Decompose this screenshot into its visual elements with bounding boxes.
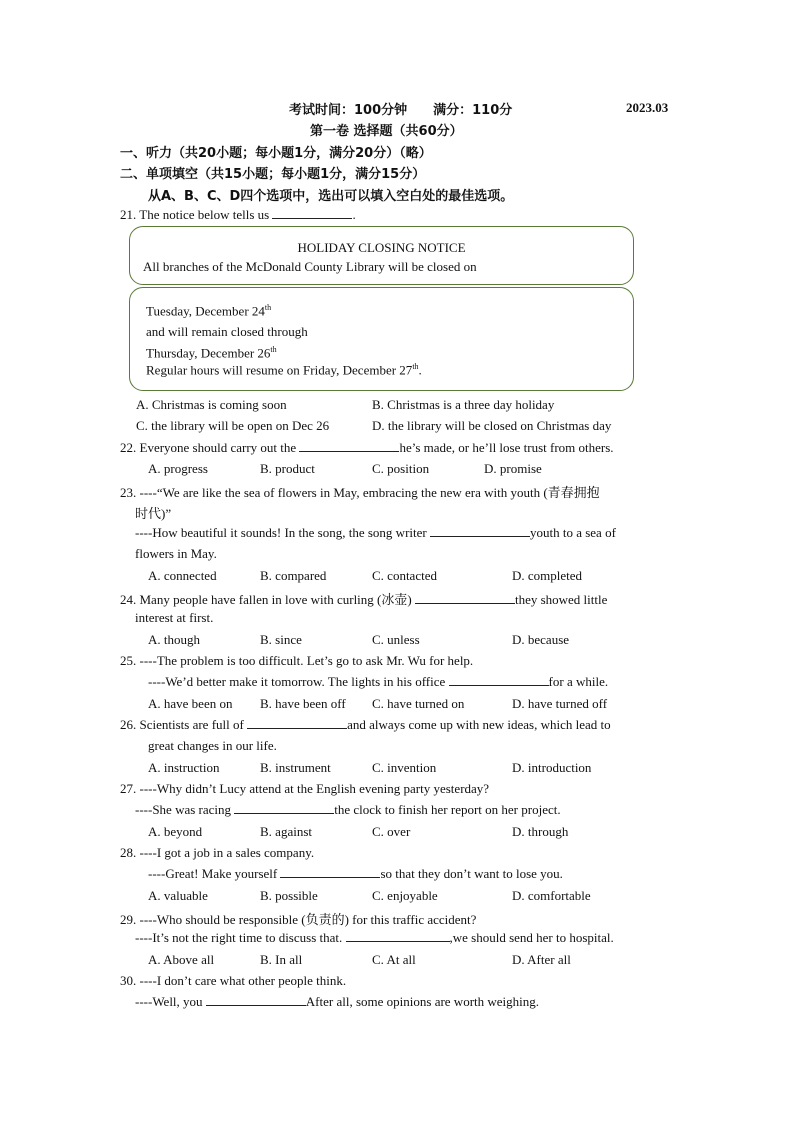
exam-info: 考试时间：100分钟 满分：110分 (289, 103, 513, 118)
answer-blank[interactable] (247, 717, 347, 729)
answer-blank[interactable] (272, 207, 352, 219)
q27-line1: 27. ----Why didn’t Lucy attend at the English evening party yesterday? (120, 781, 490, 796)
answer-blank[interactable] (206, 994, 306, 1006)
section-instruction: 从A、B、C、D四个选项中，选出可以填入空白处的最佳选项。 (148, 189, 514, 204)
q23-line3: ----How beautiful it sounds! In the song, the song writer youth to a sea of (135, 525, 616, 540)
q25-option-b[interactable]: B. have been off (260, 696, 346, 711)
answer-blank[interactable] (280, 866, 380, 878)
q24-option-d[interactable]: D. because (512, 632, 570, 647)
q28-line2: ----Great! Make yourself so that they don’t want to lose you. (148, 866, 563, 881)
notice-line1: All branches of the McDonald County Library will be closed on (143, 259, 477, 274)
q29-option-a[interactable]: A. Above all (148, 952, 215, 967)
q27-option-d[interactable]: D. through (512, 824, 569, 839)
q25-option-a[interactable]: A. have been on (148, 696, 233, 711)
q21-option-c[interactable]: C. the library will be open on Dec 26 (136, 418, 330, 433)
q24-option-c[interactable]: C. unless (372, 632, 420, 647)
answer-blank[interactable] (449, 674, 549, 686)
q28-option-c[interactable]: C. enjoyable (372, 888, 438, 903)
q24-option-a[interactable]: A. though (148, 632, 200, 647)
section-single-choice: 二、单项填空（共15小题；每小题1分，满分15分） (120, 167, 426, 182)
notice-line4: Thursday, December 26th (146, 345, 277, 361)
q23-option-d[interactable]: D. completed (512, 568, 583, 583)
volume-title: 第一卷 选择题（共60分） (310, 124, 463, 139)
q29-option-c[interactable]: C. At all (372, 952, 416, 967)
q23-line2: 时代)” (135, 506, 172, 521)
q23-option-b[interactable]: B. compared (260, 568, 327, 583)
q23-line1: 23. ----“We are like the sea of flowers in May, embracing the new era with youth (青春拥抱 (120, 485, 600, 500)
answer-blank[interactable] (415, 592, 515, 604)
q26-option-d[interactable]: D. introduction (512, 760, 592, 775)
q21-option-d[interactable]: D. the library will be closed on Christmas day (372, 418, 612, 433)
answer-blank[interactable] (234, 802, 334, 814)
q28-option-a[interactable]: A. valuable (148, 888, 208, 903)
q23-option-a[interactable]: A. connected (148, 568, 217, 583)
q26-option-b[interactable]: B. instrument (260, 760, 331, 775)
q27-option-c[interactable]: C. over (372, 824, 411, 839)
q26-line1: 26. Scientists are full of and always come up with new ideas, which lead to (120, 717, 611, 732)
q29-line1: 29. ----Who should be responsible (负责的) for this traffic accident? (120, 912, 477, 927)
q29-option-b[interactable]: B. In all (260, 952, 303, 967)
q26-line2: great changes in our life. (148, 738, 277, 753)
q22-option-c[interactable]: C. position (372, 461, 430, 476)
q25-option-d[interactable]: D. have turned off (512, 696, 608, 711)
answer-blank[interactable] (430, 525, 530, 537)
q25-line1: 25. ----The problem is too difficult. Let’s go to ask Mr. Wu for help. (120, 653, 474, 668)
q25-option-c[interactable]: C. have turned on (372, 696, 465, 711)
q24-option-b[interactable]: B. since (260, 632, 302, 647)
q26-option-c[interactable]: C. invention (372, 760, 437, 775)
q23-line4: flowers in May. (135, 546, 217, 561)
q26-option-a[interactable]: A. instruction (148, 760, 220, 775)
exam-date: 2023.03 (626, 100, 669, 115)
q27-option-a[interactable]: A. beyond (148, 824, 203, 839)
q21-option-b[interactable]: B. Christmas is a three day holiday (372, 397, 555, 412)
answer-blank[interactable] (299, 440, 399, 452)
q28-line1: 28. ----I got a job in a sales company. (120, 845, 315, 860)
q27-option-b[interactable]: B. against (260, 824, 312, 839)
q22-option-a[interactable]: A. progress (148, 461, 208, 476)
q29-option-d[interactable]: D. After all (512, 952, 571, 967)
q29-line2: ----It’s not the right time to discuss that. ,we should send her to hospital. (135, 930, 614, 945)
notice-title: HOLIDAY CLOSING NOTICE (297, 240, 466, 255)
section-listening: 一、听力（共20小题；每小题1分，满分20分）（略） (120, 146, 432, 161)
q27-line2: ----She was racing the clock to finish her report on her project. (135, 802, 561, 817)
q28-option-b[interactable]: B. possible (260, 888, 318, 903)
q28-option-d[interactable]: D. comfortable (512, 888, 591, 903)
q21-option-a[interactable]: A. Christmas is coming soon (136, 397, 287, 412)
q24-line2: interest at first. (135, 610, 214, 625)
q22-option-b[interactable]: B. product (260, 461, 315, 476)
q24-line1: 24. Many people have fallen in love with curling (冰壶) they showed little (120, 592, 608, 607)
notice-line2: Tuesday, December 24th (146, 303, 272, 319)
notice-line5: Regular hours will resume on Friday, December 27th. (146, 362, 422, 378)
answer-blank[interactable] (346, 930, 450, 942)
q22-stem: 22. Everyone should carry out the he’s made, or he’ll lose trust from others. (120, 440, 614, 455)
q25-line2: ----We’d better make it tomorrow. The lights in his office for a while. (148, 674, 609, 689)
q22-option-d[interactable]: D. promise (484, 461, 542, 476)
q30-line1: 30. ----I don’t care what other people think. (120, 973, 347, 988)
notice-line3: and will remain closed through (146, 324, 308, 339)
q21-stem: 21. The notice below tells us . (120, 207, 356, 222)
q23-option-c[interactable]: C. contacted (372, 568, 437, 583)
q30-line2: ----Well, you After all, some opinions are worth weighing. (135, 994, 540, 1009)
